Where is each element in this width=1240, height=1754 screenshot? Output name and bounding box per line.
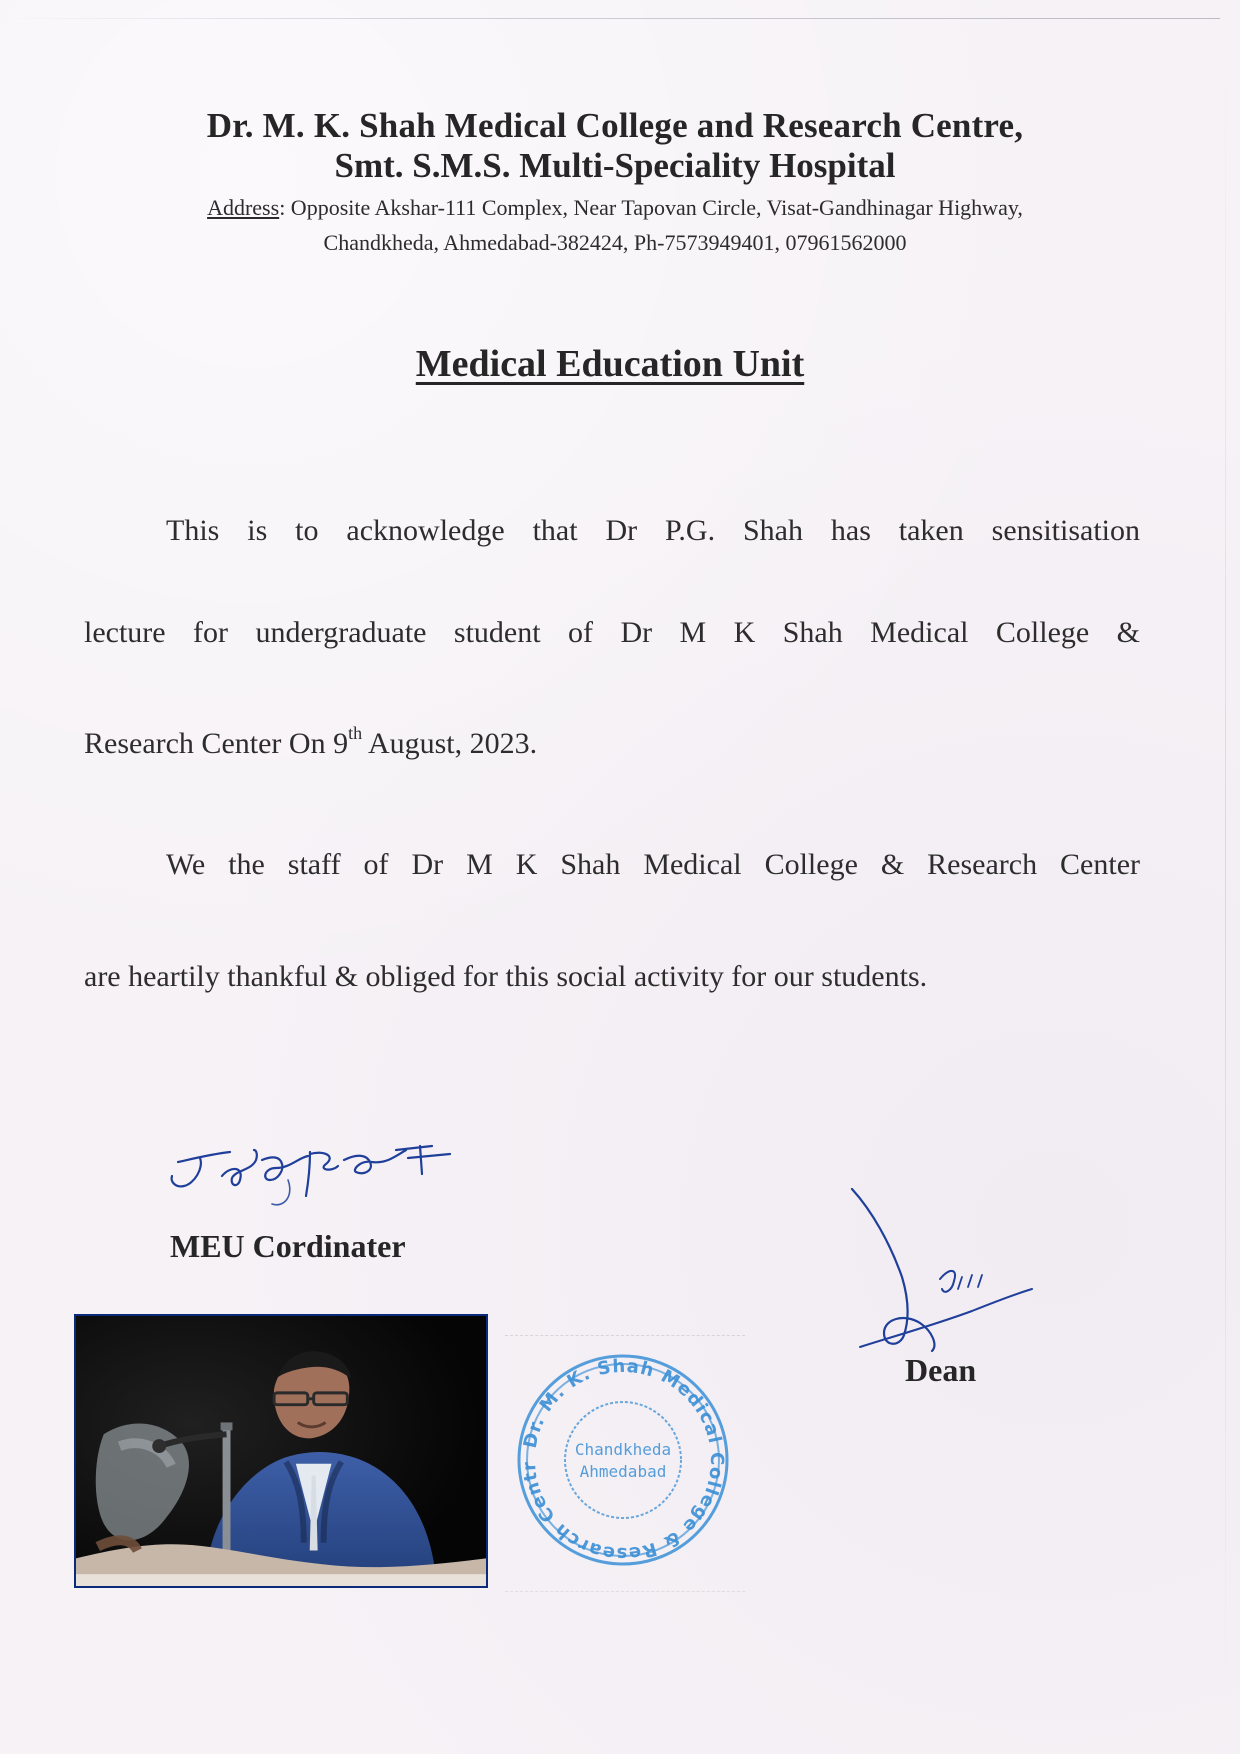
svg-text:Chandkheda: Chandkheda <box>574 1440 672 1459</box>
stamp-seal-icon <box>508 1345 738 1575</box>
paragraph-1-line-3 <box>84 722 1140 763</box>
paragraph-2-line-2: are heartily thankful & obliged for this social activity for our students. <box>84 960 928 993</box>
address-line-2: Chandkheda, Ahmedabad-382424, Ph-7573949401, 07961562000 <box>323 230 907 256</box>
svg-text:Ahmedabad: Ahmedabad <box>579 1462 667 1481</box>
paragraph-1-line-3-start: Research Center On 9 <box>84 727 349 760</box>
paragraph-1-line-1: This is to acknowledge that Dr P.G. Shah has taken sensitisation <box>166 514 1140 547</box>
svg-text:Dr. M. K. Shah Medical College: Dr. M. K. Shah Medical College & Research Centr <box>518 1355 728 1565</box>
meu-signature-icon <box>160 1140 460 1210</box>
address-line-1 <box>60 193 1170 223</box>
institution-name: Dr. M. K. Shah Medical College and Research Centre, <box>206 106 1024 145</box>
page-top-edge <box>0 18 1220 19</box>
page-right-edge <box>1225 40 1226 1730</box>
dean-signature <box>850 1185 1040 1365</box>
institution-stamp <box>508 1345 738 1575</box>
dean-signature-icon <box>850 1185 1040 1365</box>
dean-label: Dean <box>905 1352 977 1388</box>
paragraph-1-line-3-end: August, 2023. <box>362 727 538 760</box>
letterhead <box>60 106 1170 258</box>
address-text-1: : Opposite Akshar-111 Complex, Near Tapovan Circle, Visat-Gandhinagar Highway, <box>279 194 1023 220</box>
hospital-name: Smt. S.M.S. Multi-Speciality Hospital <box>334 146 896 186</box>
ordinal-suffix: th <box>348 723 363 743</box>
meu-signature <box>160 1140 460 1210</box>
paragraph-2-line-1: We the staff of Dr M K Shah Medical College & Research Center <box>166 848 1140 881</box>
paragraph-1-line-2: lecture for undergraduate student of Dr M K Shah Medical College & <box>84 616 1140 649</box>
speaker-photo-icon <box>76 1316 486 1586</box>
speaker-photo <box>74 1314 488 1588</box>
address-label: Address <box>207 194 280 220</box>
meu-coordinator-label: MEU Cordinater <box>170 1228 406 1264</box>
section-title: Medical Education Unit <box>415 343 805 385</box>
